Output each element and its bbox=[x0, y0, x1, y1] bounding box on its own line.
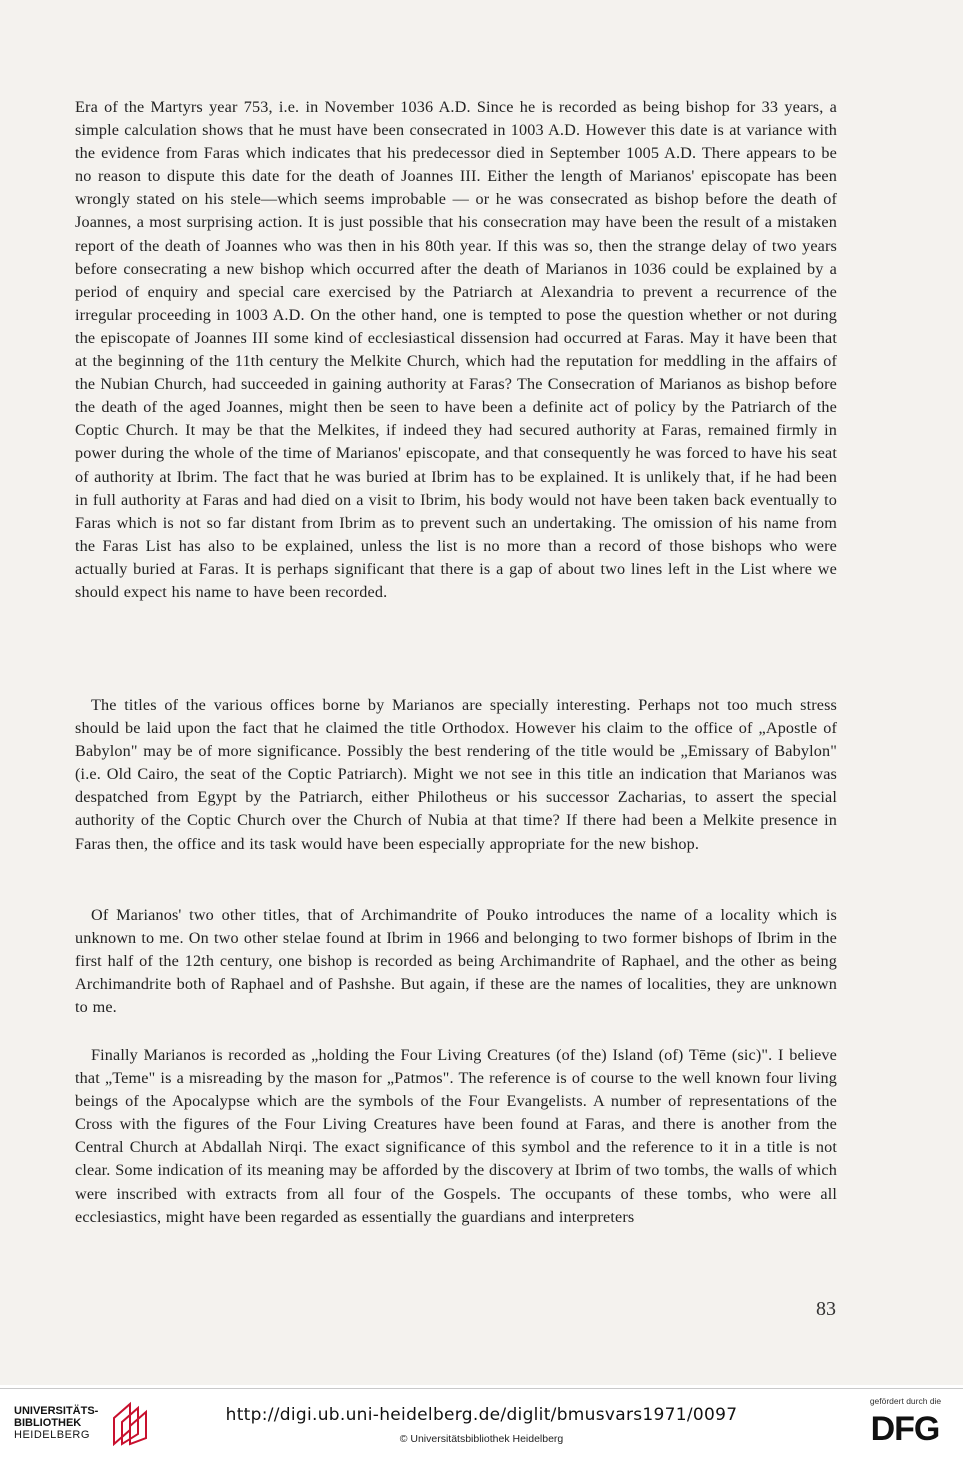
page-number: 83 bbox=[816, 1298, 836, 1320]
dfg-logo-text: DFG bbox=[870, 1410, 940, 1444]
footer-divider bbox=[0, 1388, 963, 1389]
library-name-line-2: BIBLIOTHEK bbox=[14, 1417, 82, 1429]
paragraph-4-text: Finally Marianos is recorded as „holding the Four Living Creatures (of the) Island (of) Tēme (sic)". I believe that „Teme" is a misreading by the mason for „Patmos". The reference is of course to the well known four living beings of the Apocalypse which are the symbols of the Four Evangelists. A number of representations of the Cross with the figures of the Four Living Creatures have been found at Faras, and there is another from the Central Church at Abdallah Nirqi. The exact significance of this symbol and the reference to it in a title is not clear. Some indication of its meaning may be afforded by the discovery at Ibrim of two tombs, the walls of which were inscribed with extracts from all four of the Gospels. The occupants of these tombs, who were all ecclesiastics, might have been regarded as essentially the guardians and interpreters bbox=[75, 1046, 837, 1226]
paragraph-4 bbox=[75, 1044, 837, 1229]
dfg-caption: gefördert durch die bbox=[869, 1396, 942, 1406]
dfg-funding-logo[interactable] bbox=[858, 1396, 953, 1450]
paragraph-2 bbox=[75, 694, 837, 856]
paragraph-3 bbox=[75, 904, 837, 1019]
library-name-line-1: UNIVERSITÄTS- bbox=[14, 1405, 99, 1417]
paragraph-1-text: Era of the Martyrs year 753, i.e. in November 1036 A.D. Since he is recorded as being bishop for 33 years, a simple calculation shows that he must have been consecrated in 1003 A.D. However this date is at variance with the evidence from Faras which indicates that his predecessor died in September 1005 A.D. There appears to be no reason to dispute this date for the death of Joannes III. Either the length of Marianos' episcopate has been wrongly stated on his stele—which seems improbable — or he was consecrated as bishop before the death of Joannes, a most surprising action. It is just possible that his consecration may have been the result of a mistaken report of the death of Joannes who was then in his 80th year. If this was so, then the strange delay of two years before consecrating a new bishop which occurred after the death of Marianos in 1036 could be explained by a period of enquiry and special care exercised by the Patriarch at Alexandria to prevent a recurrence of the irregular proceeding in 1003 A.D. On the other hand, one is tempted to pose the question whether or not during the episcopate of Joannes III some kind of ecclesiastical dissension had occurred at Faras. May it have been that at the beginning of the 11th century the Melkite Church, which had the reputation for meddling in the affairs of the Nubian Church, had succeeded in gaining authority at Faras? The Consecration of Marianos as bishop before the death of the aged Joannes, might then be seen to have been a definite act of policy by the Patriarch of the Coptic Church. It may be that the Melkites, if indeed they had secured authority at Faras, remained firmly in power during the whole of the time of Marianos' episcopate, and that consequently he was forced to have his seat of authority at Ibrim. The fact that he was buried at Ibrim has to be explained. It is unlikely that, if he had been in full authority at Faras and had died on a visit to Ibrim, his body would not have been taken back eventually to Faras which is not so far distant from Ibrim as to prevent such an undertaking. The omission of his name from the Faras List has also to be explained, unless the list is no more than a record of those bishops who were actually buried at Faras. It is perhaps significant that there is a gap of about two lines left in the List where we should expect his name to have been recorded. bbox=[75, 98, 837, 601]
library-name-line-3: HEIDELBERG bbox=[14, 1429, 90, 1441]
copyright-notice: © Universitätsbibliothek Heidelberg bbox=[399, 1433, 564, 1445]
document-url-link[interactable]: http://digi.ub.uni-heidelberg.de/diglit/bmusvars1971/0097 bbox=[225, 1405, 738, 1425]
dfg-logo-icon bbox=[859, 1410, 951, 1444]
paragraph-2-text: The titles of the various offices borne by Marianos are specially interesting. Perhaps not too much stress should be laid upon the fact that he claimed the title Orthodox. However his claim to the office of „Apostle of Babylon" may be of more significance. Possibly the best rendering of the title would be „Emissary of Babylon" (i.e. Old Cairo, the seat of the Coptic Patriarch). Might we not see in this title an indication that Marianos was despatched from Egypt by the Patriarch, either Philotheus or his successor Zacharias, to assert the special authority of the Coptic Church over the Church of Nubia at that time? If there had been a Melkite presence in Faras then, the office and its task would have been especially appropriate for the new bishop. bbox=[75, 696, 837, 853]
paragraph-1 bbox=[75, 96, 837, 604]
paragraph-3-text: Of Marianos' two other titles, that of Archimandrite of Pouko introduces the name of a locality which is unknown to me. On two other stelae found at Ibrim in 1966 and belonging to two former bishops of Ibrim in the first half of the 12th century, one bishop is recorded as being Archimandrite of Raphael, and the other as being Archimandrite both of Raphael and of Pashshe. But again, if these are the names of localities, they are unknown to me. bbox=[75, 906, 837, 1017]
